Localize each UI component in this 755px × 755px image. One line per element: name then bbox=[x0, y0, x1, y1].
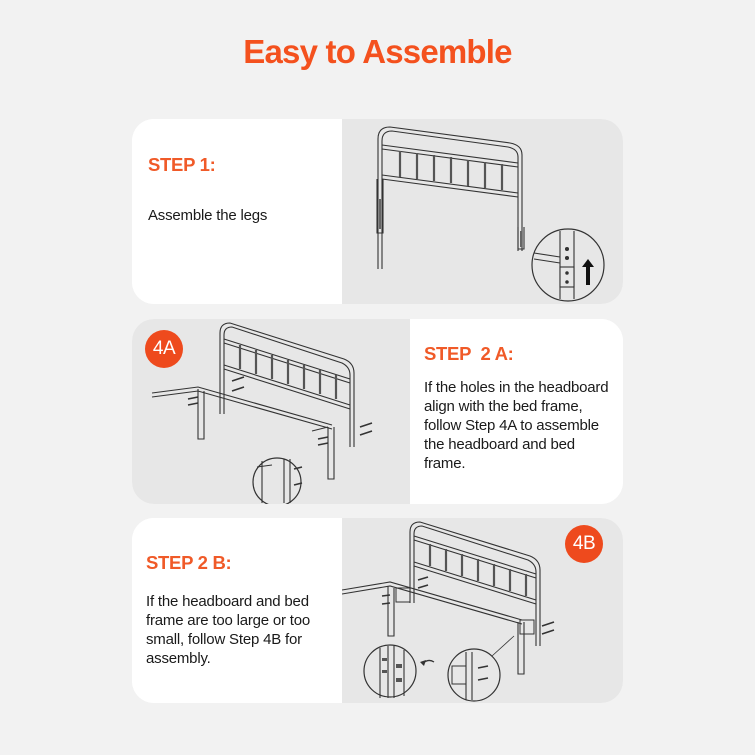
step-2b-text-pane bbox=[132, 518, 342, 703]
step-1-illustration bbox=[342, 119, 623, 304]
step-2b-card bbox=[132, 518, 623, 703]
step-2b-description: If the headboard and bed frame are too large or too small, follow Step 4B for assembly. bbox=[146, 593, 311, 667]
step-2a-description: If the holes in the headboard align with the bed frame, follow Step 4A to assemble the headboard and bed frame. bbox=[424, 379, 609, 472]
step-2b-label: STEP 2 B: bbox=[146, 552, 232, 573]
step-2a-label: STEP 2 A: bbox=[424, 343, 514, 364]
step-2b-illustration bbox=[342, 518, 623, 703]
step-1-label: STEP 1: bbox=[148, 154, 216, 175]
step-2a-text-pane bbox=[410, 319, 623, 504]
step-1-description: Assemble the legs bbox=[148, 207, 268, 224]
step-4b-badge: 4B bbox=[565, 525, 603, 563]
step-1-card bbox=[132, 119, 623, 304]
step-2a-card bbox=[132, 319, 623, 504]
page-title: Easy to Assemble bbox=[243, 33, 512, 70]
step-4a-badge: 4A bbox=[145, 330, 183, 368]
headboard-legs-icon bbox=[342, 119, 623, 304]
step-1-text-pane bbox=[132, 119, 342, 304]
step-2a-illustration bbox=[132, 319, 410, 504]
